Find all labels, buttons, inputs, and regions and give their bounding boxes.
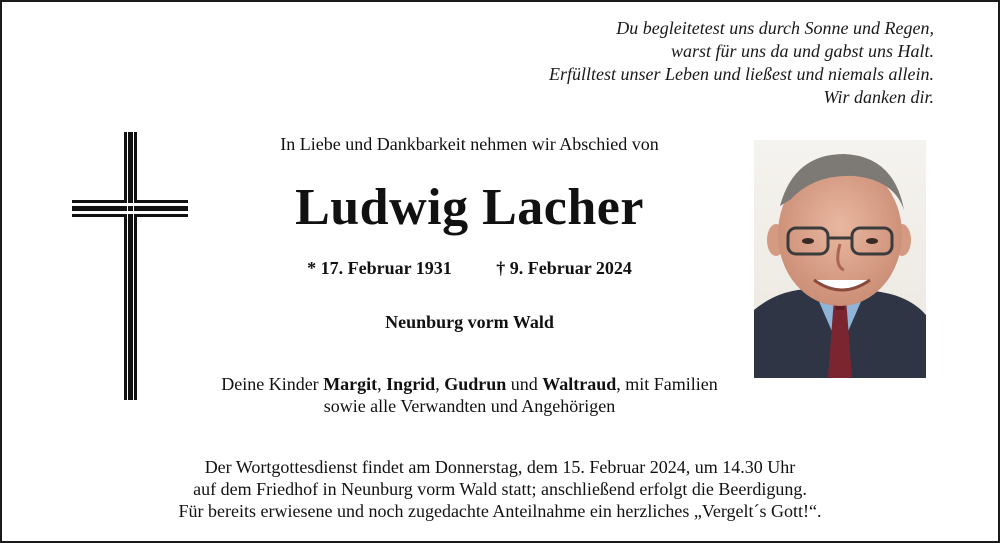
poem-line: Wir danken dir. (823, 87, 934, 107)
service-line: Der Wortgottesdienst findet am Donnerstag, dem 15. Februar 2024, um 14.30 Uhr (204, 457, 796, 477)
family-prefix: Deine Kinder (221, 374, 324, 394)
death-date: † 9. Februar 2024 (496, 258, 632, 278)
birth-date: * 17. Februar 1931 (307, 258, 452, 278)
poem-line: Du begleitetest uns durch Sonne und Regen, (616, 18, 934, 38)
child-name: Ingrid (386, 374, 436, 394)
portrait-photo (754, 140, 926, 378)
service-line: auf dem Friedhof in Neunburg vorm Wald statt; anschließend erfolgt die Beerdigung. (193, 479, 807, 499)
poem-line: Erfülltest unser Leben und ließest und niemals allein. (549, 64, 934, 84)
portrait-illustration (754, 140, 926, 378)
service-info (2, 456, 998, 522)
intro-text: In Liebe und Dankbarkeit nehmen wir Abschied von (280, 134, 659, 154)
service-line: Für bereits erwiesene und noch zugedachte Anteilnahme ein herzliches „Vergelt´s Gott!“. (178, 501, 822, 521)
family-mourners (2, 373, 937, 417)
poem-line: warst für uns da und gabst uns Halt. (670, 41, 934, 61)
child-name: Waltraud (542, 374, 617, 394)
family-line-2: sowie alle Verwandten und Angehörigen (323, 396, 616, 416)
family-separator: , (435, 374, 445, 394)
poem (549, 17, 934, 109)
family-separator: , (377, 374, 387, 394)
family-suffix: , mit Familien (616, 374, 718, 394)
deceased-name: Ludwig Lacher (295, 179, 644, 236)
child-name: Gudrun (444, 374, 507, 394)
hometown: Neunburg vorm Wald (385, 312, 554, 332)
child-name: Margit (323, 374, 378, 394)
family-separator: und (506, 374, 543, 394)
